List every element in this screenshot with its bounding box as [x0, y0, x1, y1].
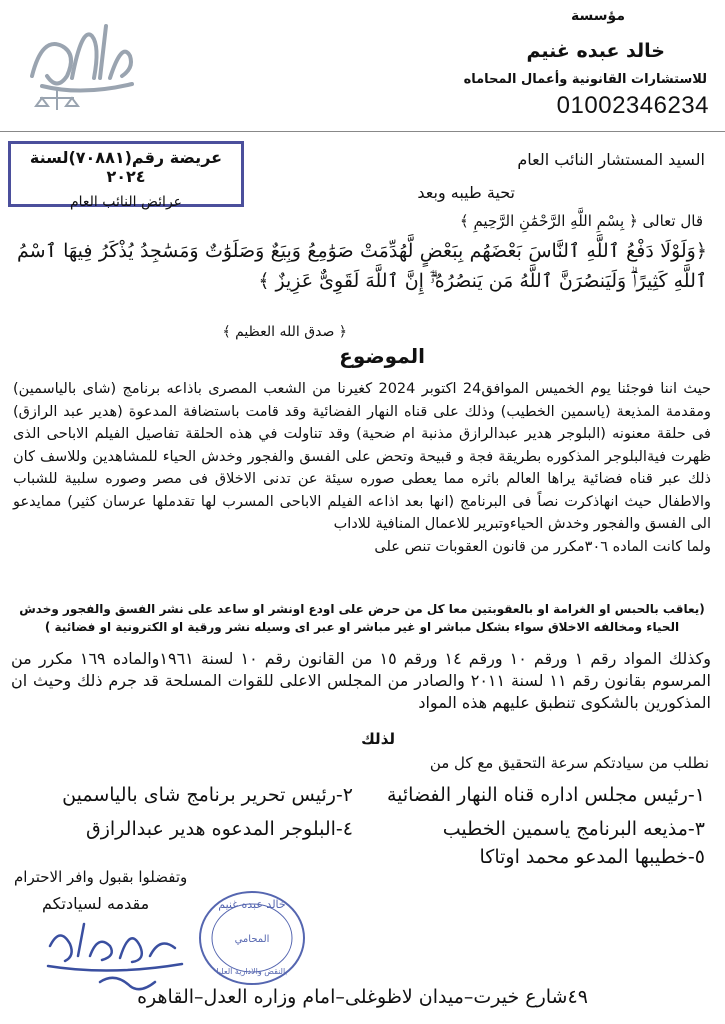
lawyer-stamp [196, 888, 308, 988]
stamp-sub: بالنقض والادارية العليا [216, 967, 288, 976]
reference-number: عريضة رقم(٧٠٨٨١)لسنة ٢٠٢٤ [29, 148, 223, 186]
sadaq-line: ﴿ صدق الله العظيم ﴾ [222, 324, 347, 340]
stamp-title: المحامي [234, 934, 270, 945]
law-quote: (يعاقب بالحبس او الغرامة او بالعقوبتين معا كل من حرض على اودع اونشر او ساعد على نشر الفسق والفجور وخدش الحياء ومخالفه الاخلاق سواء بشكل مباشر او غير مباشر او عبر اى وسيله نشر ورقية او الكترونية او فضائية ) [19, 602, 705, 634]
laws-paragraph: وكذلك المواد رقم ١ ورقم ١٠ ورقم ١٤ ورقم ١٥ من القانون رقم ١٠ لسنة ١٩٦١والماده ١٦٩ مكرر من المرسوم بقانون رقم ١١ لسنة ٢٠١١ والصادر من المجلس الاعلى للقوات المسلحة قد جرم ذلك وحيث ان المذكورين بالشكوى تنطبق عليهم هذه المواد [11, 649, 712, 712]
presented-by: مقدمه لسيادتكم [42, 894, 150, 913]
reference-box [8, 141, 244, 210]
request-item: ٣-مذيعه البرنامج ياسمين الخطيب [442, 818, 705, 840]
request-item: ٤-البلوجر المدعوه هدير عبدالرازق [85, 818, 353, 840]
complaint-body [13, 378, 711, 558]
request-intro: نطلب من سيادتكم سرعة التحقيق مع كل من [429, 754, 709, 772]
therefore-heading: لذلك [361, 730, 395, 748]
quran-verse: ﴿وَلَوْلَا دَفْعُ ٱللَّهِ ٱلنَّاسَ بَعْضَهُم بِبَعْضٍ لَّهُدِّمَتْ صَوَٰمِعُ وَبِيَعٌ وَصَلَوَٰتٌ وَمَسَٰجِدُ يُذْكَرُ فِيهَا ٱسْمُ ٱللَّهِ كَثِيرًاۗ وَلَيَنصُرَنَّ ٱللَّهُ مَن يَنصُرُهُۥٓۗ إِنَّ ٱللَّهَ لَقَوِىٌّ عَزِيزٌ ﴾ [17, 240, 707, 292]
phone-number: 01002346234 [556, 92, 709, 119]
body-paragraph: حيث اننا فوجئنا يوم الخميس الموافق24 اكتوبر 2024 كغيرنا من الشعب المصرى باذاعه برنامج (شاى بالياسمين) ومقدمة المذيعة (ياسمين الخطيب) وذلك على قناه النهار الفضائية وقد قامت باستضافة المدعوة (هدير عبد الرازق) فى حلقة معنونه (البلوجر هدير عبدالرازق مذنبة ام ضحية) وقد تناولت في هذه الحلقة تفاصيل الفيلم الاباحى الذى ظهرت فيةالبلوجر المذكوره بطريقة فجة و قبيحة وتحض على الفسق والفجور وخدش الحياء للمشاهدين وللاسف كان ذلك عبر قناه فضائية يراها العالم باثره مما يعطى صوره سيئة عن تدنى الاخلاق فى مصر وصوره سلبية للشباب والاطفال حيث انهاذكرت نصاً فى البرنامج (انها بعد اذاعه الفيلم الاباحى المسرب لها تقدملها عرسان كثير) ممايدعو الى الفسق والفجور وخدش الحياءوتبرير للاعمال المنافية للاداب [13, 381, 711, 532]
request-item: ٥-خطيبها المدعو محمد اوتاكا [479, 846, 705, 868]
greeting: تحية طيبه وبعد [417, 183, 515, 202]
reference-department: عرائض النائب العام [69, 194, 183, 210]
request-item: ٢-رئيس تحرير برنامج شاى بالياسمين [62, 784, 353, 806]
subject-title: الموضوع [339, 344, 425, 368]
body-paragraph: ولما كانت الماده ٣٠٦مكرر من قانون العقوبات تنص على [374, 538, 711, 555]
closing-line: وتفضلوا بقبول وافر الاحترام [14, 868, 188, 886]
org-subtitle: للاستشارات القانونية وأعمال المحاماه [463, 72, 707, 87]
org-label: مؤسسة [571, 8, 625, 24]
org-name: خالد عبده غنيم [526, 40, 665, 62]
basmala-line: قال تعالى ﴿ بِسْمِ اللَّهِ الرَّحْمَٰنِ الرَّحِيمِ ﴾ [459, 212, 703, 230]
request-item: ١-رئيس مجلس اداره قناه النهار الفضائية [386, 784, 705, 806]
calligraphy-logo-scales-icon [22, 6, 140, 116]
footer-address: ٤٩شارع خيرت–ميدان لاظوغلى–امام وزاره العدل–القاهره [137, 986, 588, 1008]
addressee: السيد المستشار النائب العام [517, 150, 705, 169]
stamp-name: خالد عبده غنيم [218, 898, 286, 911]
header-divider [0, 131, 725, 132]
